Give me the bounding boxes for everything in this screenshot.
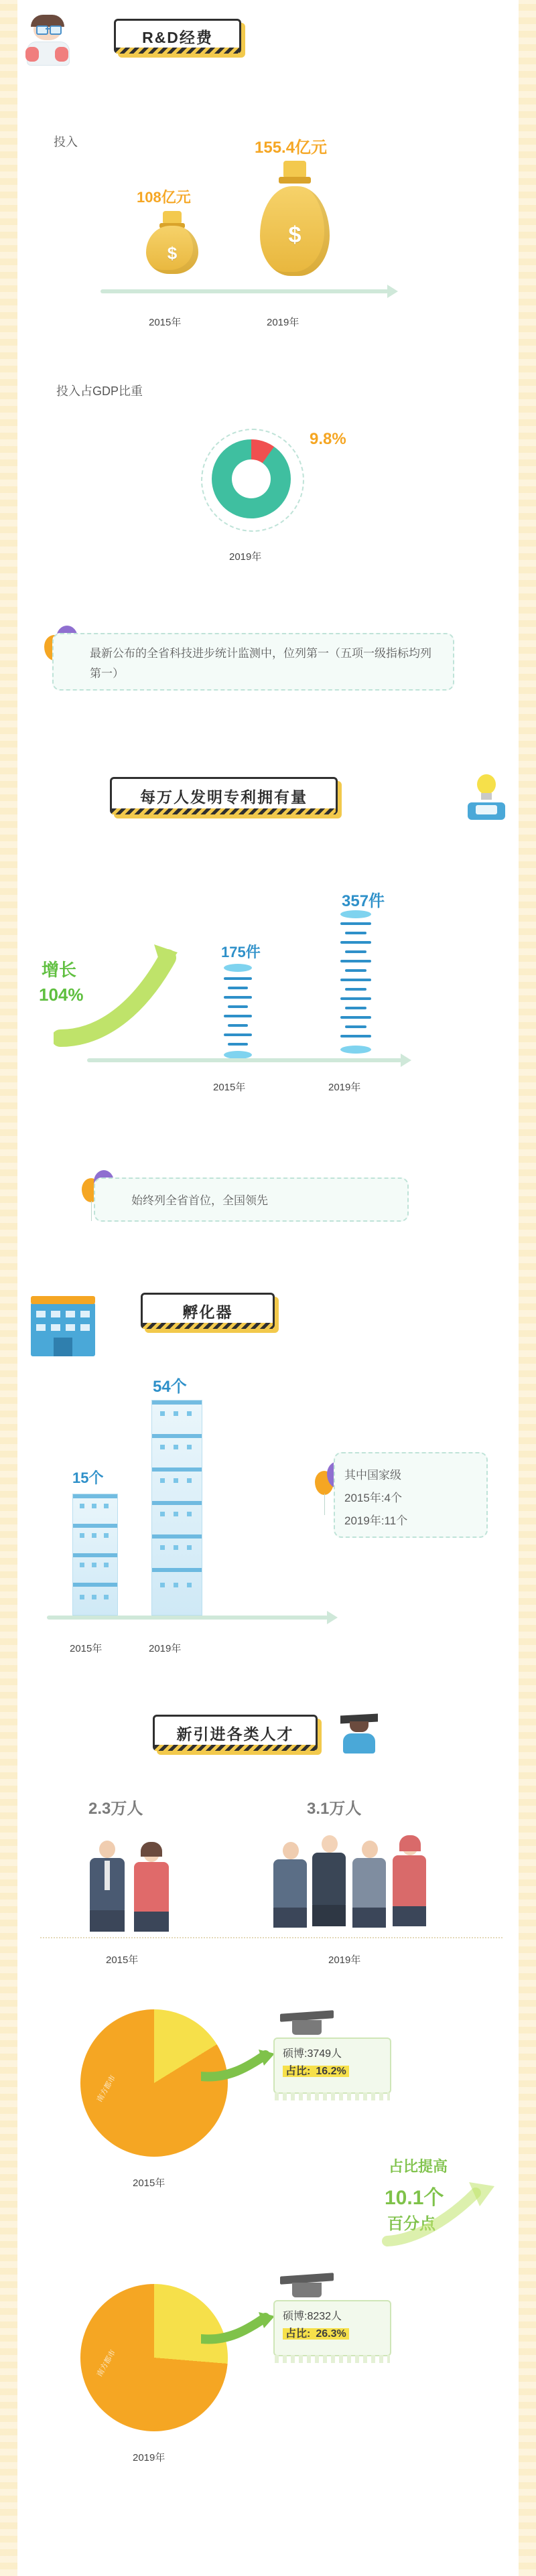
gdp-ratio-year: 2019年 <box>229 551 262 563</box>
ratio-increase-line3: 百分点 <box>387 2215 436 2233</box>
arrow-svg <box>201 2050 275 2087</box>
talent-year-2015: 2015年 <box>106 1954 139 1966</box>
right-decorative-stripe <box>519 0 536 2576</box>
callout-2019-line1 <box>283 2308 382 2325</box>
incubator-tower-2015 <box>72 1494 118 1616</box>
ribbon-hatch-2 <box>112 808 336 814</box>
scientist-icon <box>24 15 71 64</box>
graduate-icon <box>334 1707 385 1758</box>
pie-2019-year: 2019年 <box>133 2452 165 2463</box>
note-incubator <box>334 1452 488 1538</box>
pie-2019-watermark: 南方都市 <box>95 2348 118 2378</box>
person <box>393 1838 427 1926</box>
incubator-value-2019: 54个 <box>153 1378 187 1396</box>
section-title-rd <box>114 19 241 54</box>
patent-bar-2019 <box>340 914 371 1055</box>
rd-value-2015: 108亿元 <box>137 189 191 206</box>
ratio-increase-line2: 10.1个 <box>385 2187 444 2209</box>
people-group-2019 <box>273 1829 454 1929</box>
person <box>133 1845 170 1929</box>
patent-bar-2015 <box>224 968 252 1055</box>
person <box>273 1842 308 1926</box>
person <box>312 1835 347 1925</box>
ribbon-hatch-3 <box>143 1323 273 1329</box>
section-title-incubator-label: 孵化器 <box>182 1303 233 1321</box>
callout-2015-line2 <box>283 2063 382 2080</box>
callout-2015-line2-label: 占比: <box>283 2066 313 2077</box>
incubator-tower-2019 <box>151 1400 202 1616</box>
callout-2019-line1-value: 8232人 <box>307 2311 342 2322</box>
pie-2019-callout-arrow <box>201 2312 275 2350</box>
pie-2015-year: 2015年 <box>133 2177 165 2189</box>
rd-value-2019: 155.4亿元 <box>255 139 328 157</box>
rd-baseline-arrow <box>100 289 389 293</box>
section-title-rd-label: R&D经费 <box>142 28 213 46</box>
patent-year-2015: 2015年 <box>213 1082 246 1093</box>
callout-2019-line2-value: 26.3% <box>313 2328 348 2340</box>
graduation-cap-icon-2019 <box>280 2271 334 2300</box>
incubator-building-icon <box>31 1296 95 1356</box>
graduation-cap-icon-2015 <box>280 2008 334 2037</box>
note-patent: 始终列全省首位，全国领先 <box>94 1177 409 1222</box>
note-incubator-title: 其中国家级 <box>344 1469 401 1482</box>
talent-separator <box>40 1937 503 1938</box>
patent-year-2019: 2019年 <box>328 1082 361 1093</box>
callout-card-2015 <box>273 2037 391 2094</box>
incubator-baseline-arrow <box>47 1616 328 1620</box>
section-title-patent <box>110 777 338 814</box>
ribbon-hatch-4 <box>155 1745 316 1751</box>
note-rd: 最新公布的全省科技进步统计监测中，位列第一（五项一级指标均列第一） <box>52 633 454 691</box>
note-incubator-line1: 2015年:4个 <box>344 1492 402 1504</box>
gdp-ratio-donut <box>212 439 291 518</box>
person <box>352 1841 387 1926</box>
growth-percent: 104% <box>39 985 84 1005</box>
incubator-year-2019: 2019年 <box>149 1643 182 1654</box>
section-title-talent-label: 新引进各类人才 <box>176 1725 294 1743</box>
callout-2019-line2 <box>283 2325 382 2343</box>
lightbulb-icon <box>462 770 511 824</box>
callout-2015-line1-value: 3749人 <box>307 2048 342 2060</box>
section-title-talent <box>153 1715 318 1751</box>
rd-year-2015: 2015年 <box>149 317 182 328</box>
section-title-patent-label: 每万人发明专利拥有量 <box>140 788 308 806</box>
note-incubator-line2: 2019年:11个 <box>344 1514 408 1527</box>
person <box>87 1841 127 1929</box>
talent-value-2015: 2.3万人 <box>88 1800 143 1818</box>
pie-2015-watermark: 南方都市 <box>95 2074 118 2104</box>
incubator-year-2015: 2015年 <box>70 1643 103 1654</box>
talent-year-2019: 2019年 <box>328 1954 361 1966</box>
ratio-increase-line1: 占比提高 <box>389 2158 448 2175</box>
patent-value-2015: 175件 <box>221 944 261 960</box>
callout-card-2019 <box>273 2300 391 2356</box>
rd-year-2019: 2019年 <box>267 317 299 328</box>
callout-2015-line1 <box>283 2046 382 2063</box>
growth-label: 增长 <box>42 960 77 980</box>
rd-gdp-ratio-label: 投入占GDP比重 <box>56 384 143 398</box>
ribbon-hatch <box>116 48 239 54</box>
pie-2015-callout-arrow <box>201 2050 275 2087</box>
money-bag-2019: $ <box>260 161 330 276</box>
callout-2015-line1-label: 硕博: <box>283 2048 308 2060</box>
callout-2015-line2-value: 16.2% <box>313 2066 348 2077</box>
patent-baseline-arrow <box>87 1058 402 1062</box>
pie-2019 <box>80 2284 228 2431</box>
callout-2019-line2-label: 占比: <box>283 2328 313 2340</box>
card-fringe-2 <box>275 2355 390 2363</box>
arrow-svg-2 <box>201 2312 275 2350</box>
people-group-2015 <box>80 1835 201 1929</box>
incubator-value-2015: 15个 <box>72 1470 104 1486</box>
patent-value-2019: 357件 <box>342 892 385 910</box>
callout-2019-line1-label: 硕博: <box>283 2311 308 2322</box>
ratio-increase-annotation <box>382 2155 509 2256</box>
increase-arrow-svg <box>382 2155 509 2256</box>
money-bag-2015: $ <box>146 211 198 274</box>
gdp-ratio-value: 9.8% <box>310 430 346 448</box>
talent-value-2019: 3.1万人 <box>307 1800 362 1818</box>
card-fringe <box>275 2092 390 2100</box>
rd-input-label: 投入 <box>54 135 78 149</box>
left-decorative-stripe <box>0 0 17 2576</box>
section-title-incubator <box>141 1293 275 1329</box>
